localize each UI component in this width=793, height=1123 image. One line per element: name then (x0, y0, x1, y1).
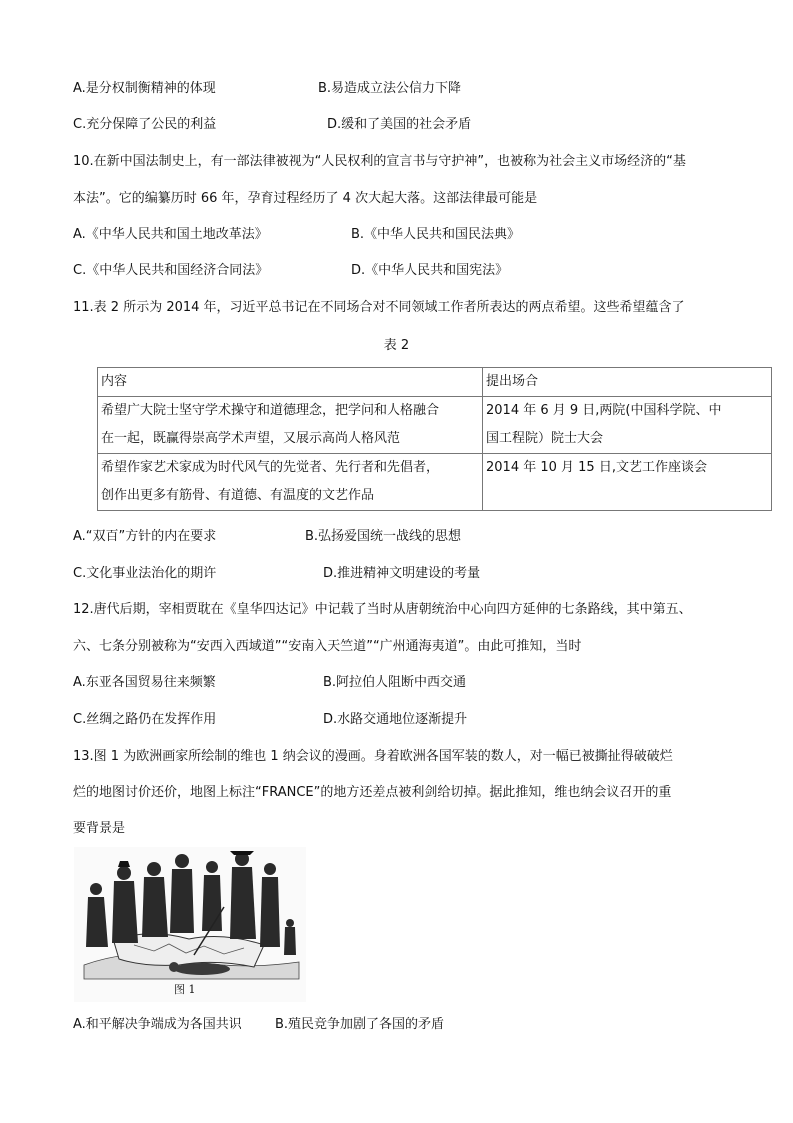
row1-content-line2: 在一起，既赢得崇高学术声望，又展示高尚人格风范 (101, 431, 401, 446)
table-caption: 表 2 (383, 338, 410, 353)
q11-option-d: D.推进精神文明建设的考量 (323, 566, 481, 581)
row1-content (98, 397, 483, 454)
q11-option-a: A.“双百”方针的内在要求 (73, 529, 217, 544)
row2-content-line1: 希望作家艺术家成为时代风气的先觉者、先行者和先倡者， (101, 460, 440, 475)
q11-option-c: C.文化事业法治化的期许 (73, 566, 217, 581)
q9-option-c: C.充分保障了公民的利益 (73, 117, 217, 132)
cartoon-illustration (74, 847, 306, 1002)
q10-stem-line2: 本法”。它的编纂历时 66 年，孕育过程经历了 4 次大起大落。这部法律最可能是 (73, 191, 538, 206)
table-2 (97, 367, 772, 511)
row1-occasion (483, 397, 772, 454)
q13-option-a: A.和平解决争端成为各国共识 (73, 1017, 242, 1032)
q10-option-d: D.《中华人民共和国宪法》 (351, 263, 509, 278)
row1-occasion-line2: 国工程院）院士大会 (486, 431, 604, 446)
row2-occasion-line1: 2014 年 10 月 15 日,文艺工作座谈会 (486, 460, 707, 475)
figure-caption: 图 1 (174, 983, 196, 996)
q9-option-a: A.是分权制衡精神的体现 (73, 81, 216, 96)
q9-option-b: B.易造成立法公信力下降 (318, 81, 462, 96)
q11-stem: 11.表 2 所示为 2014 年，习近平总书记在不同场合对不同领域工作者所表达的两点希望。这些希望蕴含了 (73, 300, 685, 315)
table-row (98, 454, 772, 511)
q10-option-a: A.《中华人民共和国土地改革法》 (73, 227, 268, 242)
row2-content-line2: 创作出更多有筋骨、有道德、有温度的文艺作品 (101, 488, 375, 503)
row2-occasion (483, 454, 772, 511)
q13-stem-line1: 13.图 1 为欧洲画家所绘制的维也 1 纳会议的漫画。身着欧洲各国军装的数人，对一幅已被撕扯得破破烂 (73, 749, 673, 764)
row1-occasion-line1: 2014 年 6 月 9 日,两院(中国科学院、中 (486, 403, 722, 418)
q13-stem-line3: 要背景是 (73, 821, 126, 836)
q13-stem-line2: 烂的地图讨价还价，地图上标注“FRANCE”的地方还差点被利剑给切掉。据此推知，维也纳会议召开的重 (73, 785, 672, 800)
table-row (98, 397, 772, 454)
q9-option-d: D.缓和了美国的社会矛盾 (327, 117, 472, 132)
q10-option-c: C.《中华人民共和国经济合同法》 (73, 263, 269, 278)
figure-1-cartoon (74, 847, 306, 1002)
row1-content-line1: 希望广大院士坚守学术操守和道德理念，把学问和人格融合 (101, 403, 440, 418)
q12-option-b: B.阿拉伯人阻断中西交通 (323, 675, 467, 690)
q10-stem-line1: 10.在新中国法制史上，有一部法律被视为“人民权利的宣言书与守护神”，也被称为社会主义市场经济的“基 (73, 154, 686, 169)
q12-stem-line2: 六、七条分别被称为“安西入西域道”“安南入天竺道”“广州通海夷道”。由此可推知，当时 (73, 639, 582, 654)
q12-option-d: D.水路交通地位逐渐提升 (323, 712, 468, 727)
header-occasion: 提出场合 (483, 368, 772, 397)
row2-occasion-line2 (486, 482, 768, 510)
header-content: 内容 (98, 368, 483, 397)
table-header-row (98, 368, 772, 397)
q11-option-b: B.弘扬爱国统一战线的思想 (305, 529, 462, 544)
q13-option-b: B.殖民竞争加剧了各国的矛盾 (275, 1017, 445, 1032)
q10-option-b: B.《中华人民共和国民法典》 (351, 227, 521, 242)
q12-option-a: A.东亚各国贸易往来频繁 (73, 675, 216, 690)
row2-content (98, 454, 483, 511)
q12-stem-line1: 12.唐代后期，宰相贾耽在《皇华四达记》中记载了当时从唐朝统治中心向四方延伸的七条路线，其中第五、 (73, 602, 692, 617)
q12-option-c: C.丝绸之路仍在发挥作用 (73, 712, 217, 727)
